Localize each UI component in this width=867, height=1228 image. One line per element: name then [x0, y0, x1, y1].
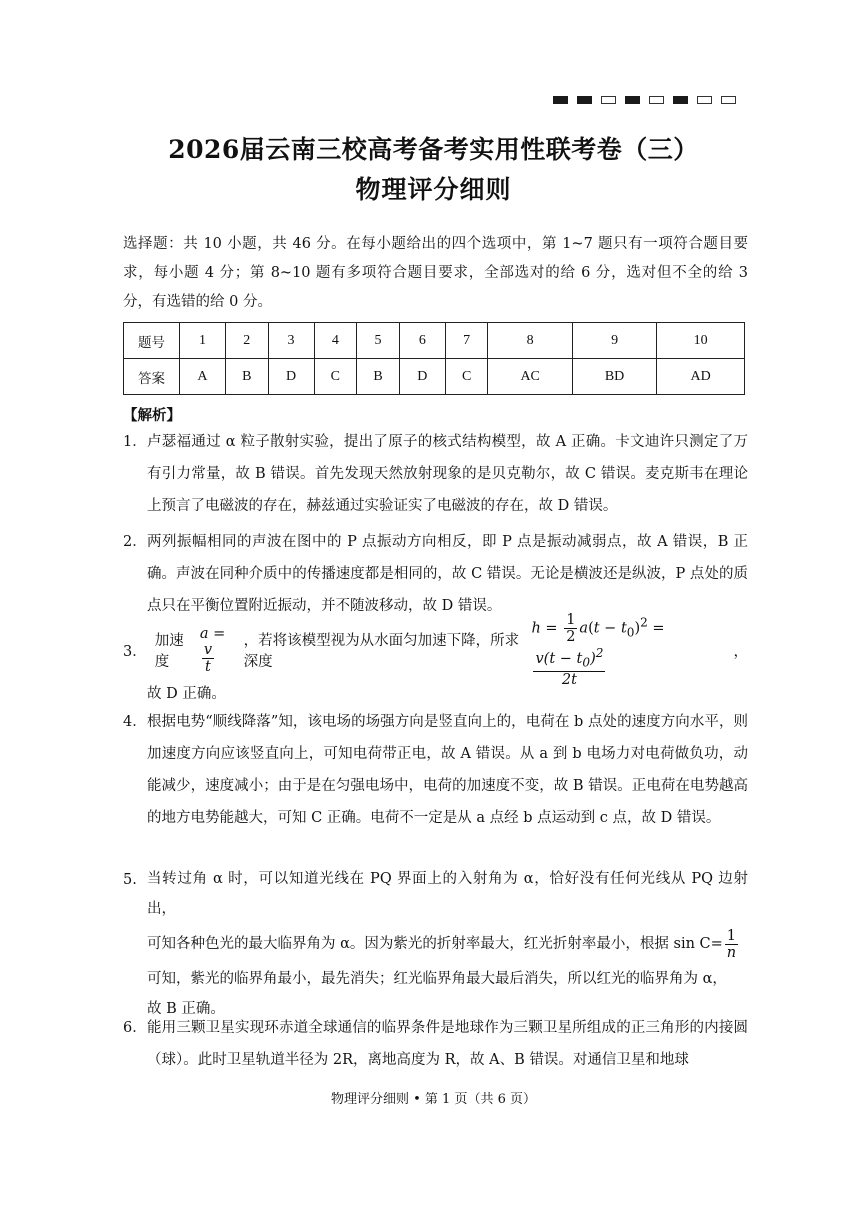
table-cell: 9 — [572, 323, 656, 359]
table-cell: D — [399, 359, 445, 395]
table-cell: B — [357, 359, 400, 395]
item-number: 2． — [123, 534, 147, 550]
item-text-part3: ， — [733, 643, 748, 660]
analysis-item-4 — [123, 706, 748, 834]
critical-angle-formula: $\frac{1}{n}$ — [726, 927, 737, 961]
empty-square-mark — [697, 96, 712, 104]
item-text: 卢瑟福通过 α 粒子散射实验，提出了原子的核式结构模型，故 A 正确。卡文迪许只测定了万有引力常量，故 B 错误。首先发现天然放射现象的是贝克勒尔，故 C 错误。麦克斯韦在理论上预言了电磁波的存在，赫兹通过实验证实了电磁波的存在，故 D 错误。 — [147, 434, 748, 514]
filled-square-mark — [553, 96, 568, 104]
intro-paragraph: 选择题：共 10 小题，共 46 分。在每小题给出的四个选项中，第 1~7 题只有一项符合题目要求，每小题 4 分；第 8~10 题有多项符合题目要求，全部选对的给 6 分，选对但不全的给 3 分，有选错的给 0 分。 — [123, 236, 748, 310]
item-text-line4: 故 B 正确。 — [147, 1001, 225, 1017]
filled-square-mark — [577, 96, 592, 104]
item-number: 1． — [123, 434, 147, 450]
table-cell: 10 — [657, 323, 745, 359]
table-cell: A — [180, 359, 226, 395]
item-number: 5. — [123, 872, 137, 888]
item-text: 两列振幅相同的声波在图中的 P 点振动方向相反，即 P 点是振动减弱点，故 A 错误，B 正确。声波在同种介质中的传播速度都是相同的，故 C 错误。无论是横波还是纵波，P 点处的质点只在平衡位置附近振动，并不随波移动，故 D 错误。 — [147, 534, 748, 614]
page-footer: 物理评分细则 • 第 1 页（共 6 页） — [330, 1092, 536, 1107]
empty-square-mark — [649, 96, 664, 104]
table-cell: D — [268, 359, 314, 395]
table-cell: 7 — [445, 323, 488, 359]
answer-table — [123, 322, 745, 395]
table-cell: C — [445, 359, 488, 395]
analysis-item-5 — [123, 864, 748, 1024]
table-row-label: 题号 — [124, 323, 180, 359]
page-title: 2026届云南三校高考备考实用性联考卷（三） — [168, 135, 699, 164]
filled-square-mark — [673, 96, 688, 104]
item-number: 6． — [123, 1020, 147, 1036]
table-cell: 6 — [399, 323, 445, 359]
item-text-line3: 可知，紫光的临界角最小，最先消失；红光临界角最大最后消失，所以红光的临界角为 α， — [147, 971, 727, 987]
table-cell: C — [314, 359, 357, 395]
item-text: 能用三颗卫星实现环赤道全球通信的临界条件是地球作为三颗卫星所组成的正三角形的内接圆（球）。此时卫星轨道半径为 2R，离地高度为 R，故 A、B 错误。对通信卫星和地球 — [147, 1020, 748, 1068]
table-cell: AD — [657, 359, 745, 395]
depth-formula: h = $\frac{1}{2}$ $a(t - t_0)^2$ = $\frac{v(t - t_0)^2}{2t}$ — [531, 612, 665, 688]
filled-square-mark — [625, 96, 640, 104]
table-row-label: 答案 — [124, 359, 180, 395]
table-cell: 5 — [357, 323, 400, 359]
header-marks — [553, 96, 736, 104]
analysis-item-1 — [123, 426, 748, 522]
item-text-part1: 加速度 — [154, 633, 184, 670]
table-row-answers — [124, 359, 745, 395]
table-cell: B — [225, 359, 268, 395]
item-text-line2: 可知各种色光的最大临界角为 α。因为紫光的折射率最大，红光折射率最小，根据 sin C= — [147, 936, 723, 952]
acceleration-formula: a = $\frac{v}{t}$ — [199, 625, 226, 675]
analysis-item-6 — [123, 1012, 748, 1076]
table-cell: 3 — [268, 323, 314, 359]
empty-square-mark — [721, 96, 736, 104]
item-number: 3． — [123, 643, 147, 660]
table-cell: 4 — [314, 323, 357, 359]
empty-square-mark — [601, 96, 616, 104]
table-cell: AC — [488, 359, 572, 395]
item-text-line1: 当转过角 α 时，可以知道光线在 PQ 界面上的入射角为 α，恰好没有任何光线从 PQ 边射出， — [147, 871, 748, 917]
table-cell: 1 — [180, 323, 226, 359]
item-conclusion: 故 D 正确。 — [147, 686, 226, 702]
analysis-heading: 【解析】 — [123, 407, 181, 424]
table-cell: BD — [572, 359, 656, 395]
table-cell: 2 — [225, 323, 268, 359]
item-text: 根据电势“顺线降落”知，该电场的场强方向是竖直向上的，电荷在 b 点处的速度方向水平，则加速度方向应该竖直向上，可知电荷带正电，故 A 错误。从 a 到 b 电场力对电荷做负功，动能减少，速度减小；由于是在匀强电场中，电荷的加速度不变，故 B 错误。正电荷在电势越高的地方电势能越大，可知 C 正确。电荷不一定是从 a 点经 b 点运动到 c 点，故 D 错误。 — [147, 714, 748, 826]
item-text-part2: ，若将该模型视为从水面匀加速下降，所求深度 — [243, 633, 520, 670]
page-subtitle: 物理评分细则 — [355, 175, 512, 204]
analysis-item-2 — [123, 526, 748, 622]
table-row-numbers — [124, 323, 745, 359]
item-number: 4． — [123, 714, 147, 730]
analysis-item-3 — [123, 612, 748, 703]
table-cell: 8 — [488, 323, 572, 359]
